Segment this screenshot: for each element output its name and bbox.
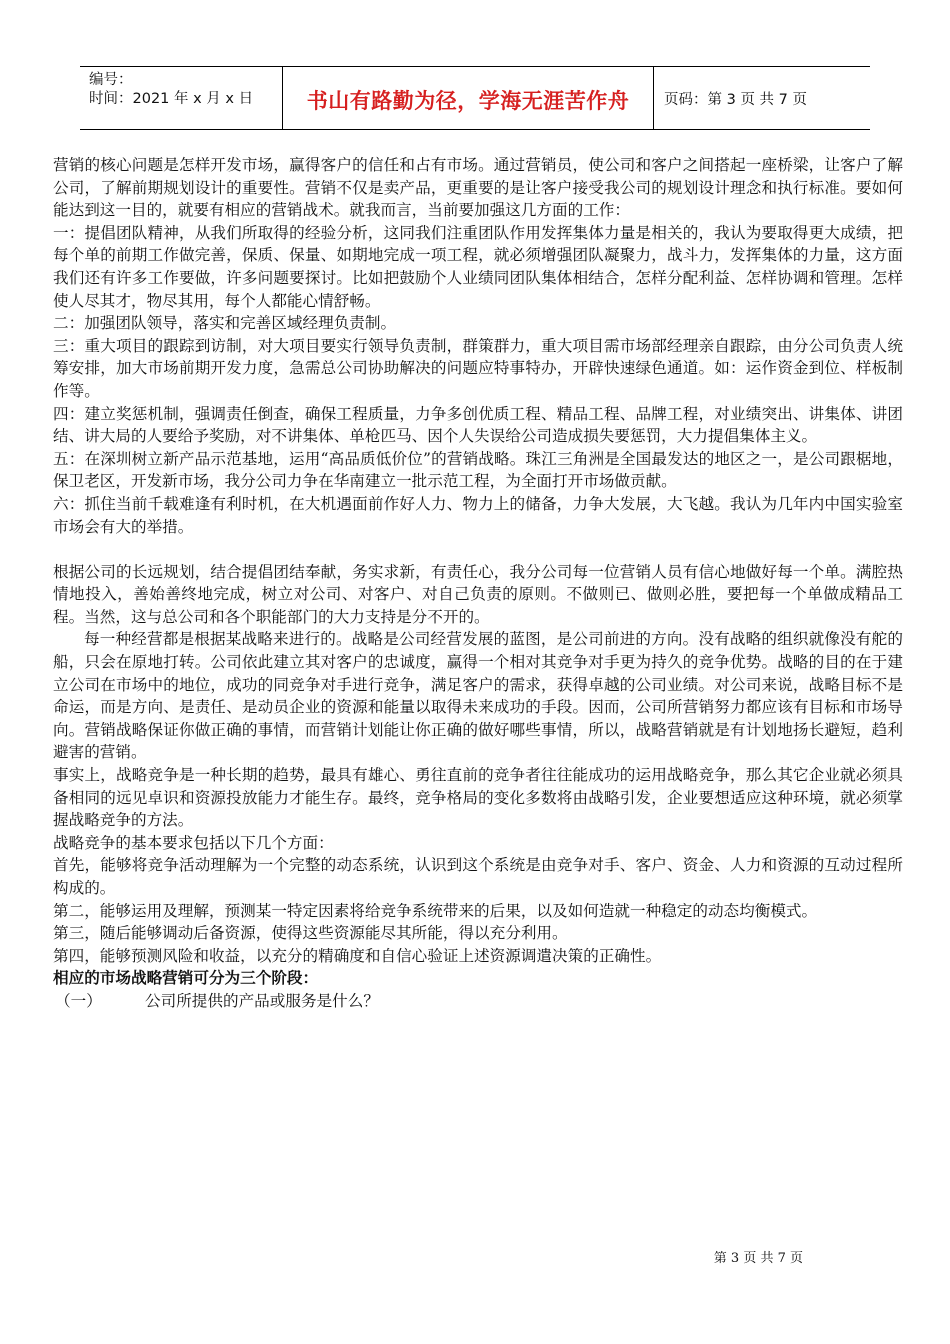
paragraph: 首先，能够将竞争活动理解为一个完整的动态系统，认识到这个系统是由竞争对手、客户、资金、人力和资源的互动过程所构成的。 [53,856,903,897]
paragraph: 三：重大项目的跟踪到访制，对大项目要实行领导负责制，群策群力，重大项目需市场部经理亲自跟踪，由分公司负责人统筹安排，加大市场前期开发力度，急需总公司协助解决的问题应特事特办，开辟快速绿色通道。如：运作资金到位、样板制作等。 [53,336,903,400]
document-body [53,154,903,1013]
list-marker: （一） [55,991,102,1010]
document-number-label: 编号： [89,72,133,88]
paragraph: 第三，随后能够调动后备资源，使得这些资源能尽其所能，得以充分利用。 [53,924,568,943]
header-page-cell [654,67,870,129]
paragraph: 二：加强团队领导，落实和完善区域经理负责制。 [53,314,397,333]
header-motto: 书山有路勤为径，学海无涯苦作舟 [306,89,630,113]
header-motto-cell [282,67,654,129]
section-heading: 相应的市场战略营销可分为三个阶段： [53,968,319,988]
paragraph: 战略竞争的基本要求包括以下几个方面： [53,833,334,852]
header-meta-cell [80,67,282,129]
header-table [80,66,870,130]
blank-line [53,538,903,561]
paragraph: 一：提倡团队精神，从我们所取得的经验分析，这同我们注重团队作用发挥集体力量是相关的，我认为要取得更大成绩，把每个单的前期工作做完善，保质、保量、如期地完成一项工程，就必须增强团队凝聚力，战斗力，发挥集体的力量，这方面我们还有许多工作要做，许多问题要探讨。比如把鼓励个人业绩同团队集体相结合，怎样分配利益、怎样协调和管理。怎样使人尽其才，物尽其用，每个人都能心情舒畅。 [53,223,903,310]
list-item-text: 公司所提供的产品或服务是什么？ [145,991,379,1010]
paragraph: 五：在深圳树立新产品示范基地，运用“高品质低价位”的营销战略。珠江三角洲是全国最发达的地区之一，是公司跟椐地，保卫老区，开发新市场，我分公司力争在华南建立一批示范工程，为全面打开市场做贡献。 [53,449,903,491]
footer-page-number: 第 3 页 共 7 页 [713,1251,803,1266]
paragraph: 根据公司的长远规划，结合提倡团结奉献，务实求新，有责任心，我分公司每一位营销人员有信心地做好每一个单。满腔热情地投入，善始善终地完成，树立对公司、对客户、对自己负责的原则。不做则已、做则必胜，要把每一个单做成精品工程。当然，这与总公司和各个职能部门的大力支持是分不开的。 [53,562,903,626]
list-item [53,990,903,1013]
paragraph: 六：抓住当前千载难逢有利时机，在大机遇面前作好人力、物力上的储备，力争大发展，大飞越。我认为几年内中国实验室市场会有大的举措。 [53,494,903,536]
document-time-label: 时间：2021 年 x 月 x 日 [89,91,254,107]
paragraph: 事实上，战略竞争是一种长期的趋势，最具有雄心、勇往直前的竞争者往往能成功的运用战略竞争，那么其它企业就必须具备相同的远见卓识和资源投放能力才能生存。最终，竞争格局的变化多数将由战略引发，企业要想适应这种环境，就必须掌握战略竞争的方法。 [53,766,903,830]
paragraph: 第四，能够预测风险和收益，以充分的精确度和自信心验证上述资源调遣决策的正确性。 [53,946,662,965]
paragraph: 每一种经营都是根据某战略来进行的。战略是公司经营发展的蓝图，是公司前进的方向。没有战略的组织就像没有舵的船，只会在原地打转。公司依此建立其对客户的忠诚度，赢得一个相对其竞争对手更为持久的竞争优势。战略的目的在于建立公司在市场中的地位，成功的同竞争对手进行竞争，满足客户的需求，获得卓越的公司业绩。对公司来说，战略目标不是命运，而是方向、是责任、是动员企业的资源和能量以取得未来成功的手段。因而，公司所营销努力都应该有目标和市场导向。营销战略保证你做正确的事情，而营销计划能让你正确的做好哪些事情，所以，战略营销就是有计划地扬长避短，趋利避害的营销。 [53,630,903,762]
paragraph: 营销的核心问题是怎样开发市场，赢得客户的信任和占有市场。通过营销员，使公司和客户之间搭起一座桥梁，让客户了解公司，了解前期规划设计的重要性。营销不仅是卖产品，更重要的是让客户接受我公司的规划设计理念和执行标准。要如何能达到这一目的，就要有相应的营销战术。就我而言，当前要加强这几方面的工作： [53,156,903,220]
paragraph: 四：建立奖惩机制，强调责任倒查，确保工程质量，力争多创优质工程、精品工程、品牌工程，对业绩突出、讲集体、讲团结、讲大局的人要给予奖励，对不讲集体、单枪匹马、因个人失误给公司造成损失要惩罚，大力提倡集体主义。 [53,404,903,446]
header-page-number: 页码：第 3 页 共 7 页 [664,91,807,108]
paragraph: 第二，能够运用及理解，预测某一特定因素将给竞争系统带来的后果，以及如何造就一种稳定的动态均衡模式。 [53,901,818,920]
